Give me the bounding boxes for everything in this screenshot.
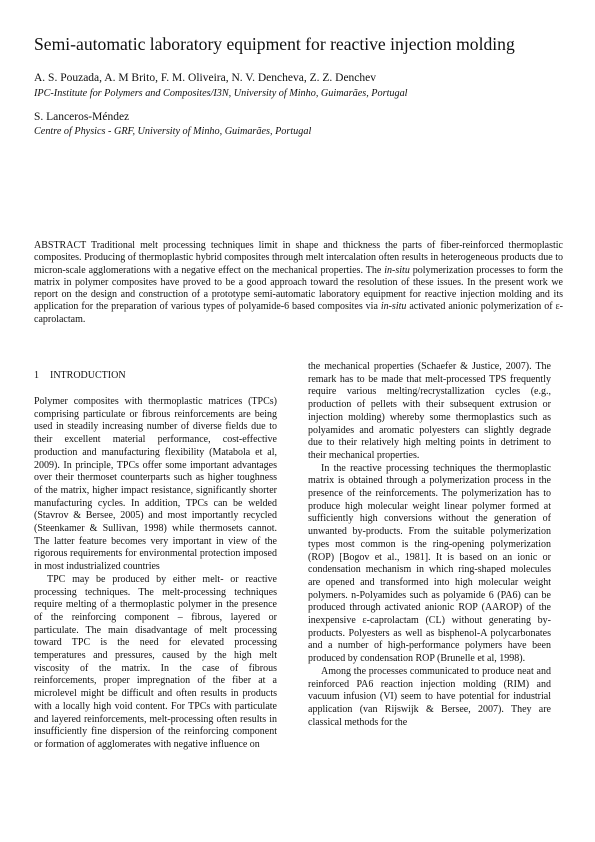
abstract-text-2: polymerization processes to form the matrix in polymer composites have proved to be a good approach toward the resolution of these issues. In the present work we report on the design and construction of a prototype semi-automatic laboratory equipment for reactive injection molding and its application for the preparation of various types of polyamide-6 based composites via: [34, 264, 563, 313]
author-list-1: A. S. Pouzada, A. M Brito, F. M. Oliveira, N. V. Dencheva, Z. Z. Denchev: [34, 72, 377, 84]
paragraph-3: the mechanical properties (Schaefer & Justice, 2007). The remark has to be made that melt-processed TPS frequently require various melting/recrystallization cycles (e.g., production of pellets with their subsequent extrusion or injection molding) whereby some thermoplastics such as polyamides and aromatic polyesters can slightly degrade due to their relatively high melting points in detriment to their mechanical properties.: [308, 361, 551, 461]
abstract-emphasis-1: in-situ: [384, 264, 410, 276]
paragraph-4: In the reactive processing techniques the thermoplastic matrix is obtained through a polymerization process in the presence of the reinforcements. The polymerization has to produce high molecular weight linear polymer formed at sufficiently high conversions without the generation of unwanted by-products. From the suitable polymerization types most common is the ring-opening polymerization (ROP) [Bogov et al., 1981]. It is based on an ionic or condensation mechanism in which ring-shaped molecules are opened and transformed into high molecular weight polymers. n-Polyamides such as polyamide 6 (PA6) can be produced through activated anionic ROP (AAROP) of the inexpensive ε-caprolactam (CL) without generating by-products. Polyesters as well as bisphenol-A polycarbonates and a number of high-performance polymers have been produced by condensation ROP (Brunelle et al, 1998).: [308, 462, 551, 665]
right-column: [308, 361, 551, 729]
abstract-emphasis-2: in-situ: [380, 301, 407, 313]
abstract-label: ABSTRACT: [34, 240, 87, 251]
paragraph-5: Among the processes communicated to produce neat and reinforced PA6 reaction injection molding (RIM) and vacuum infusion (VI) seem to have potential for industrial application (van Rijswijk & Bersee, 2007). They are classical methods for the: [308, 665, 551, 728]
paper-title: Semi-automatic laboratory equipment for reactive injection molding: [34, 34, 515, 54]
affiliation-2: Centre of Physics - GRF, University of Minho, Guimarães, Portugal: [34, 126, 312, 137]
section-heading: [34, 370, 277, 382]
author-list-2: S. Lanceros-Méndez: [34, 111, 130, 123]
left-column: [34, 370, 277, 752]
abstract: [34, 240, 563, 326]
affiliation-1: IPC-Institute for Polymers and Composites/I3N, University of Minho, Guimarães, Portugal: [34, 88, 408, 99]
paragraph-1: Polymer composites with thermoplastic matrices (TPCs) comprising particulate or fibrous reinforcements are being used in steadily increasing number of diverse fields due to their excellent material performance, cost-effective production and manufacturing flexibility (Matabola et al, 2009). In principle, TPCs offer some important advantages over their thermoset counterparts such as higher toughness of the matrix, higher impact resistance, significantly shorter manufacturing cycles. In addition, TPCs can be welded (Stavrov & Bersee, 2005) and most importantly recycled (Steenkamer & Sullivan, 1998) while thermosets cannot. The latter feature becomes very important in view of the rigorous requirements for environmental protection imposed in most industrialized countries: [34, 396, 277, 573]
section-number: 1: [34, 370, 39, 381]
paragraph-2: TPC may be produced by either melt- or reactive processing techniques. The melt-processing techniques require melting of a thermoplastic polymer in the presence of the reinforcing component – fibrous, layered or particulate. The main disadvantage of melt processing toward TPC is the need for elevated processing temperatures and pressures, caused by the high melt viscosity of the matrix. In the case of fibrous reinforcements, proper impregnation of the fiber at a microlevel might be difficult and often results in products with a locally high void content. For TPCs with particulate and layered reinforcements, melt-processing often results in insufficiently fine dispersion of the reinforcing component or formation of agglomerates with negative influence on: [34, 573, 277, 750]
section-title: INTRODUCTION: [50, 370, 126, 381]
abstract-text-3: activated anionic polymerization of ε-caprolactam.: [34, 301, 563, 325]
abstract-text-1: Traditional melt processing techniques limit in shape and thickness the parts of fiber-reinforced thermoplastic composites. Producing of thermoplastic hybrid composites through melt intercalation often results in heterogeneous products due to micron-scale agglomerations with a negative effect on the mechanical properties. The: [34, 240, 563, 276]
